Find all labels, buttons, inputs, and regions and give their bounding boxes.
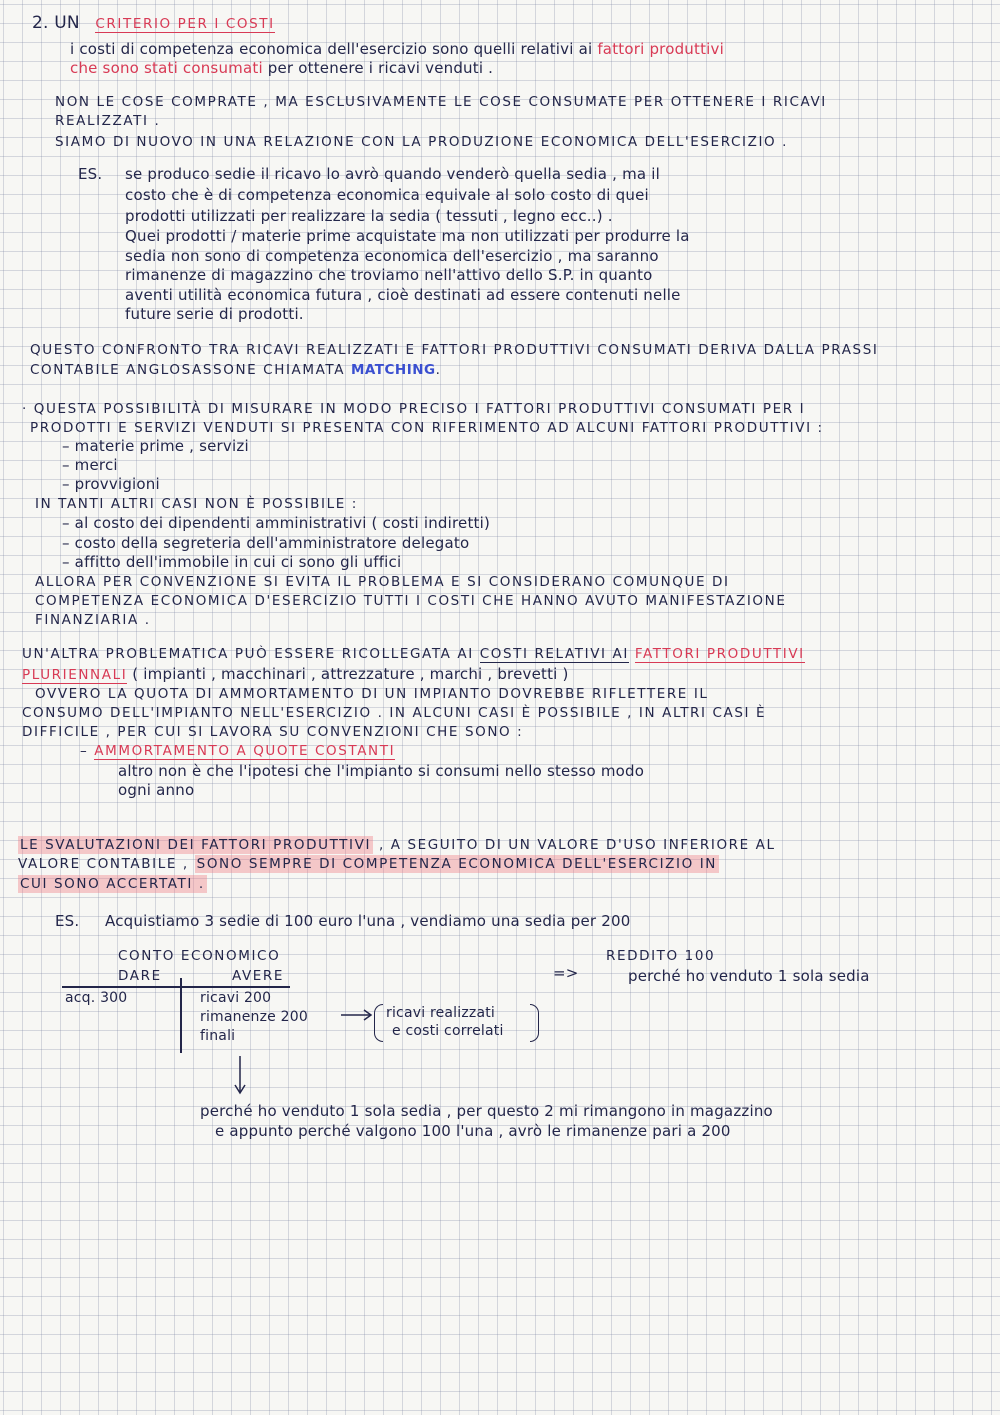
durable-explain-1: altro non è che l'ipotesi che l'impianto si consumi nello stesso modo (118, 762, 645, 780)
possibility-line-4: ALLORA PER CONVENZIONE SI EVITA IL PROBLEMA E SI CONSIDERANO COMUNQUE DI (35, 574, 730, 590)
writedown-highlight-2: SONO SEMPRE DI COMPETENZA ECONOMICA DELL'ESERCIZIO IN (196, 856, 717, 872)
account-vertical-rule (180, 978, 182, 1053)
possibility-line-1: · QUESTA POSSIBILITÀ DI MISURARE IN MODO PRECISO I FATTORI PRODUTTIVI CONSUMATI PER I (22, 401, 806, 417)
durable-item-text: AMMORTAMENTO A QUOTE COSTANTI (94, 743, 396, 759)
reddito-label: REDDITO 100 (606, 948, 716, 964)
footnote-line-1: perché ho venduto 1 sola sedia , per questo 2 mi rimangono in magazzino (200, 1102, 773, 1120)
possibility-line-3: IN TANTI ALTRI CASI NON È POSSIBILE : (35, 496, 358, 512)
possibility-item2-text: affitto dell'immobile in cui ci sono gli uffici (74, 553, 402, 571)
writedown-text-1: , A SEGUITO DI UN VALORE D'USO INFERIORE AL (378, 837, 776, 853)
account-avere-entry-1: ricavi 200 (200, 990, 272, 1006)
down-arrow-icon (232, 1055, 248, 1095)
example-1-line-5: sedia non sono di competenza economica dell'esercizio , ma saranno (125, 247, 659, 265)
example-1-line-4: Quei prodotti / materie prime acquistate ma non utilizzati per produrre la (125, 227, 690, 245)
intro-line-2 (70, 59, 493, 78)
account-avere-entry-3: finali (200, 1028, 236, 1044)
matching-keyword: MATCHING (350, 362, 436, 378)
durable-line-4: CONSUMO DELL'IMPIANTO NELL'ESERCIZIO . IN ALCUNI CASI È POSSIBILE , IN ALTRI CASI È (22, 705, 767, 721)
possibility-item-text: materie prime , servizi (74, 437, 249, 455)
durable-red-1: FATTORI PRODUTTIVI (634, 646, 805, 662)
writedown-highlight-3: CUI SONO ACCERTATI . (20, 876, 205, 892)
possibility-line-6: FINANZIARIA . (35, 612, 151, 628)
example-1-line-8: future serie di prodotti. (125, 305, 304, 323)
example-1-line-3: prodotti utilizzati per realizzare la sedia ( tessuti , legno ecc..) . (125, 207, 613, 225)
durable-line-2 (22, 665, 569, 685)
writedown-text-2: VALORE CONTABILE , (18, 856, 189, 872)
durable-text: UN'ALTRA PROBLEMATICA PUÒ ESSERE RICOLLEGATA AI (22, 646, 474, 662)
account-dare: DARE (118, 968, 162, 984)
possibility-item-3: – provvigioni (62, 475, 160, 493)
matching-line-1: QUESTO CONFRONTO TRA RICAVI REALIZZATI E FATTORI PRODUTTIVI CONSUMATI DERIVA DALLA PRASSI (30, 342, 879, 358)
p1-line-2: REALIZZATI . (55, 113, 161, 129)
writedown-highlight-1: LE SVALUTAZIONI DEI FATTORI PRODUTTIVI (20, 837, 372, 853)
example-2-label: ES. (55, 912, 80, 930)
intro-text: i costi di competenza economica dell'esercizio sono quelli relativi ai (70, 40, 593, 58)
possibility-item-text: provvigioni (74, 475, 160, 493)
section-title: CRITERIO PER I COSTI (95, 16, 275, 32)
durable-line-5: DIFFICILE , PER CUI SI LAVORA SU CONVENZIONI CHE SONO : (22, 724, 524, 740)
example-1-line-2: costo che è di competenza economica equivale al solo costo di quei (125, 186, 649, 204)
durable-line-1 (22, 645, 805, 664)
account-dare-entry: acq. 300 (65, 990, 128, 1006)
possibility-item2-1: – al costo dei dipendenti amministrativi ( costi indiretti) (62, 514, 491, 532)
intro-highlight-1: fattori produttivi (597, 40, 724, 58)
account-avere: AVERE (232, 968, 285, 984)
reddito-note: perché ho venduto 1 sola sedia (628, 967, 870, 985)
footnote-line-2: e appunto perché valgono 100 l'una , avrò le rimanenze pari a 200 (215, 1122, 731, 1140)
writedown-line-2 (18, 855, 719, 874)
example-1-line-7: aventi utilità economica futura , cioè destinati ad essere contenuti nelle (125, 286, 681, 304)
durable-line-3: OVVERO LA QUOTA DI AMMORTAMENTO DI UN IMPIANTO DOVREBBE RIFLETTERE IL (35, 686, 709, 702)
account-avere-entry-2: rimanenze 200 (200, 1009, 308, 1025)
account-horizontal-rule (62, 986, 290, 988)
example-1-label: ES. (78, 165, 103, 183)
example-1-line-6: rimanenze di magazzino che troviamo nell'attivo dello S.P. in quanto (125, 266, 653, 284)
durable-underlined: COSTI RELATIVI AI (479, 646, 629, 662)
durable-red-2: PLURIENNALI (22, 667, 128, 683)
possibility-line-2: PRODOTTI E SERVIZI VENDUTI SI PRESENTA CON RIFERIMENTO AD ALCUNI FATTORI PRODUTTIVI : (30, 420, 824, 436)
arrow-note-1: ricavi realizzati (386, 1005, 496, 1021)
section-number: 2. UN (32, 13, 80, 33)
account-title: CONTO ECONOMICO (118, 948, 281, 964)
p1-line-3: SIAMO DI NUOVO IN UNA RELAZIONE CON LA PRODUZIONE ECONOMICA DELL'ESERCIZIO . (55, 134, 789, 150)
durable-list: ( impianti , macchinari , attrezzature , marchi , brevetti ) (132, 665, 569, 683)
possibility-item2-2: – costo della segreteria dell'amministratore delegato (62, 534, 470, 552)
example-1-line-1: se produco sedie il ricavo lo avrò quando venderò quella sedia , ma il (125, 165, 660, 183)
possibility-item2-3: – affitto dell'immobile in cui ci sono gli uffici (62, 553, 402, 571)
writedown-line-3 (18, 875, 207, 894)
matching-line-2 (30, 361, 442, 380)
section-heading (32, 14, 275, 34)
example-2-text: Acquistiamo 3 sedie di 100 euro l'una , vendiamo una sedia per 200 (105, 912, 631, 930)
possibility-item2-text: al costo dei dipendenti amministrativi ( costi indiretti) (74, 514, 491, 532)
durable-item: – AMMORTAMENTO A QUOTE COSTANTI (80, 743, 396, 759)
possibility-item-text: merci (74, 456, 118, 474)
intro-line-1 (70, 40, 724, 59)
p1-line-1: NON LE COSE COMPRATE , MA ESCLUSIVAMENTE LE COSE CONSUMATE PER OTTENERE I RICAVI (55, 94, 827, 110)
durable-explain-2: ogni anno (118, 781, 195, 799)
matching-end: . (435, 362, 442, 378)
possibility-item-1: – materie prime , servizi (62, 437, 249, 455)
note-open-bracket (374, 1004, 383, 1042)
writedown-line-1 (18, 836, 776, 855)
right-arrow-icon (340, 1008, 374, 1022)
intro-highlight-2: che sono stati consumati (70, 59, 263, 77)
possibility-item-2: – merci (62, 456, 118, 474)
arrow-note-2: e costi correlati (392, 1023, 504, 1039)
implies-symbol: => (553, 964, 579, 982)
possibility-item2-text: costo della segreteria dell'amministratore delegato (74, 534, 470, 552)
matching-text: CONTABILE ANGLOSASSONE CHIAMATA (30, 362, 346, 378)
intro-text-2: per ottenere i ricavi venduti . (267, 59, 494, 77)
possibility-line-5: COMPETENZA ECONOMICA D'ESERCIZIO TUTTI I COSTI CHE HANNO AVUTO MANIFESTAZIONE (35, 593, 787, 609)
note-close-bracket (530, 1004, 539, 1042)
